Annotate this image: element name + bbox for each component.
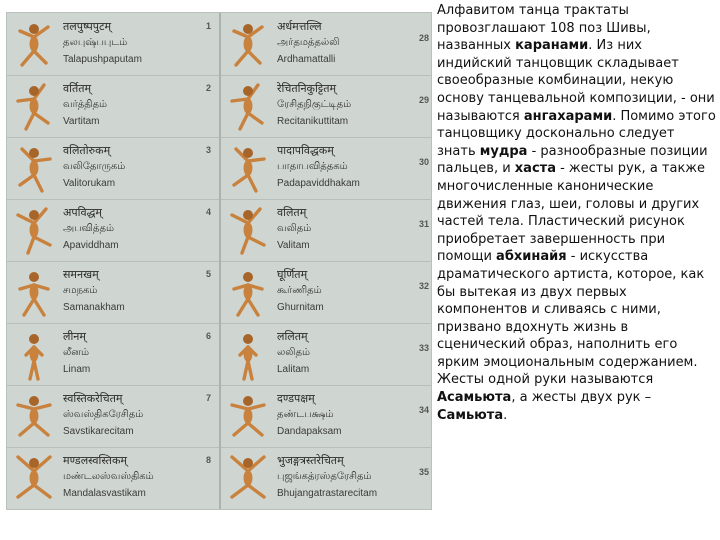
karana-sanskrit: अर्धमत्तल्लि [277, 20, 322, 33]
karana-tamil: வலிதோருகம் [63, 161, 126, 172]
dancer-figure [13, 327, 55, 381]
text-segment: . Помимо этого танцовщику досконально следует знать [437, 108, 716, 159]
karana-latin: Linam [63, 364, 91, 375]
karana-sanskrit: ललितम् [277, 330, 308, 343]
karana-latin: Apaviddham [63, 240, 119, 251]
chart-column-left [7, 13, 219, 509]
karana-row [221, 385, 431, 448]
karana-latin: Ardhamattalli [277, 54, 336, 65]
dancer-figure [227, 79, 269, 133]
karana-sanskrit: समनखम् [63, 268, 99, 281]
karana-latin: Padapaviddhakam [277, 178, 360, 189]
karana-sanskrit: लीनम् [63, 330, 86, 343]
karana-latin: Recitanikuttitam [277, 116, 349, 127]
text-segment: - жесты рук, а также многочисленные канонические движения глаз, шеи, головы и других частей тела. Пластический рисунок приобретает завершенность при помощи [437, 161, 706, 265]
text-segment: . Из них индийский танцовщик складывает своеобразные комбинации, некую основу танцевальной композиции, - они называются [437, 38, 715, 124]
karana-row [221, 447, 431, 509]
dancer-figure [227, 203, 269, 257]
karana-number: 1 [205, 21, 211, 31]
karana-row [7, 323, 219, 386]
karana-latin: Lalitam [277, 364, 310, 375]
karana-tamil: மண்டலஸ்வஸ்திகம் [63, 471, 154, 482]
text-segment: , а жесты двух рук – [511, 390, 652, 406]
karana-latin: Vartitam [63, 116, 100, 127]
karana-row [221, 199, 431, 262]
karana-tamil: பாதாபவித்தகம் [277, 161, 348, 172]
karana-sanskrit: स्वस्तिकरेचितम् [63, 392, 123, 405]
article-text [437, 2, 717, 424]
dancer-figure [13, 451, 55, 505]
term-asamyuta: Асамьюта [437, 390, 512, 406]
term-abhinaya: абхинайя [496, 249, 567, 265]
dancer-figure [13, 17, 55, 71]
term-samyuta: Самьюта [437, 407, 504, 423]
karana-number: 34 [418, 405, 429, 415]
karana-row [7, 199, 219, 262]
karana-tamil: லீனம் [63, 347, 90, 358]
dancer-figure [13, 141, 55, 195]
karana-sanskrit: वलितम् [277, 206, 307, 219]
karana-tamil: கூர்ணிதம் [277, 285, 322, 296]
karana-row [221, 75, 431, 138]
karana-number: 8 [205, 455, 211, 465]
karana-number: 2 [205, 83, 211, 93]
karana-latin: Talapushpaputam [63, 54, 142, 65]
karana-latin: Dandapaksam [277, 426, 342, 437]
karana-number: 4 [205, 207, 211, 217]
karana-sanskrit: दण्डपक्षम् [277, 392, 315, 405]
karana-row [7, 385, 219, 448]
dancer-figure [13, 265, 55, 319]
chart-column-right [221, 13, 431, 509]
karana-sanskrit: वलितोरुकम् [63, 144, 111, 157]
dancer-figure [13, 79, 55, 133]
karana-tamil: தண்டபக்ஷம் [277, 409, 334, 420]
karana-tamil: அர்தமத்தல்லி [277, 37, 340, 48]
text-segment: . [503, 407, 508, 423]
karana-latin: Valitorukam [63, 178, 116, 189]
karana-row [7, 261, 219, 324]
karana-chart-photo [6, 12, 432, 510]
karana-row [7, 447, 219, 509]
karana-sanskrit: तलपुष्पपुटम् [63, 20, 112, 33]
karana-sanskrit: अपविद्धम् [63, 206, 102, 219]
term-karanas: каранами [515, 38, 589, 54]
karana-sanskrit: रेचितनिकुट्टितम् [277, 82, 337, 95]
term-mudra: мудра [479, 143, 528, 159]
karana-sanskrit: घूर्णितम् [277, 268, 308, 281]
karana-sanskrit: मण्डलस्वस्तिकम् [63, 454, 127, 467]
dancer-figure [13, 389, 55, 443]
karana-number: 33 [418, 343, 429, 353]
text-segment: Алфавитом танца трактаты провозглашают 108 поз Шивы, названных [437, 3, 651, 54]
karana-tamil: ரேசிதநிகுட்டிதம் [277, 99, 352, 110]
karana-latin: Mandalasvastikam [63, 488, 146, 499]
dancer-figure [227, 265, 269, 319]
karana-row [221, 13, 431, 76]
karana-latin: Bhujangatrastarecitam [277, 488, 378, 499]
dancer-figure [227, 141, 269, 195]
karana-row [7, 13, 219, 76]
karana-row [221, 323, 431, 386]
term-hasta: хаста [514, 161, 556, 177]
karana-tamil: ஸ்வஸ்திகரேசிதம் [63, 409, 144, 420]
karana-number: 32 [418, 281, 429, 291]
term-angaharas: ангахарами [523, 108, 613, 124]
karana-latin: Samanakham [63, 302, 125, 313]
dancer-figure [227, 17, 269, 71]
karana-tamil: புஜங்கத்ரஸ்தரேசிதம் [277, 471, 372, 482]
text-segment: - искусства драматического артиста, которое, как бы вытекая из двух первых компонентов и сливаясь с ними, призвано вдохнуть жизнь в сценический образ, наполнить его ярким эмоциональным содержанием. Жесты одной руки называются [437, 249, 705, 388]
karana-latin: Savstikarecitam [63, 426, 134, 437]
karana-row [221, 137, 431, 200]
dancer-figure [227, 327, 269, 381]
karana-number: 28 [418, 33, 429, 43]
karana-tamil: அபவித்தம் [63, 223, 115, 234]
karana-tamil: வலிதம் [277, 223, 312, 234]
karana-latin: Ghurnitam [277, 302, 324, 313]
karana-tamil: சமநகம் [63, 285, 98, 296]
dancer-figure [13, 203, 55, 257]
karana-row [7, 75, 219, 138]
text-segment: - разнообразные позиции пальцев, и [437, 143, 708, 177]
karana-tamil: தலபுஷ்பபுடம் [63, 37, 128, 48]
karana-number: 6 [205, 331, 211, 341]
karana-tamil: லலிதம் [277, 347, 311, 358]
karana-number: 35 [418, 467, 429, 477]
karana-number: 29 [418, 95, 429, 105]
karana-sanskrit: पादापविद्धकम् [277, 144, 334, 157]
dancer-figure [227, 451, 269, 505]
karana-sanskrit: भुजङ्गत्रस्तरेचितम् [277, 454, 344, 467]
karana-number: 3 [205, 145, 211, 155]
karana-sanskrit: वर्तितम् [63, 82, 92, 95]
karana-latin: Valitam [277, 240, 310, 251]
karana-row [221, 261, 431, 324]
karana-number: 31 [418, 219, 429, 229]
dancer-figure [227, 389, 269, 443]
karana-number: 30 [418, 157, 429, 167]
karana-row [7, 137, 219, 200]
karana-tamil: வர்த்திதம் [63, 99, 108, 110]
karana-number: 7 [205, 393, 211, 403]
karana-number: 5 [205, 269, 211, 279]
